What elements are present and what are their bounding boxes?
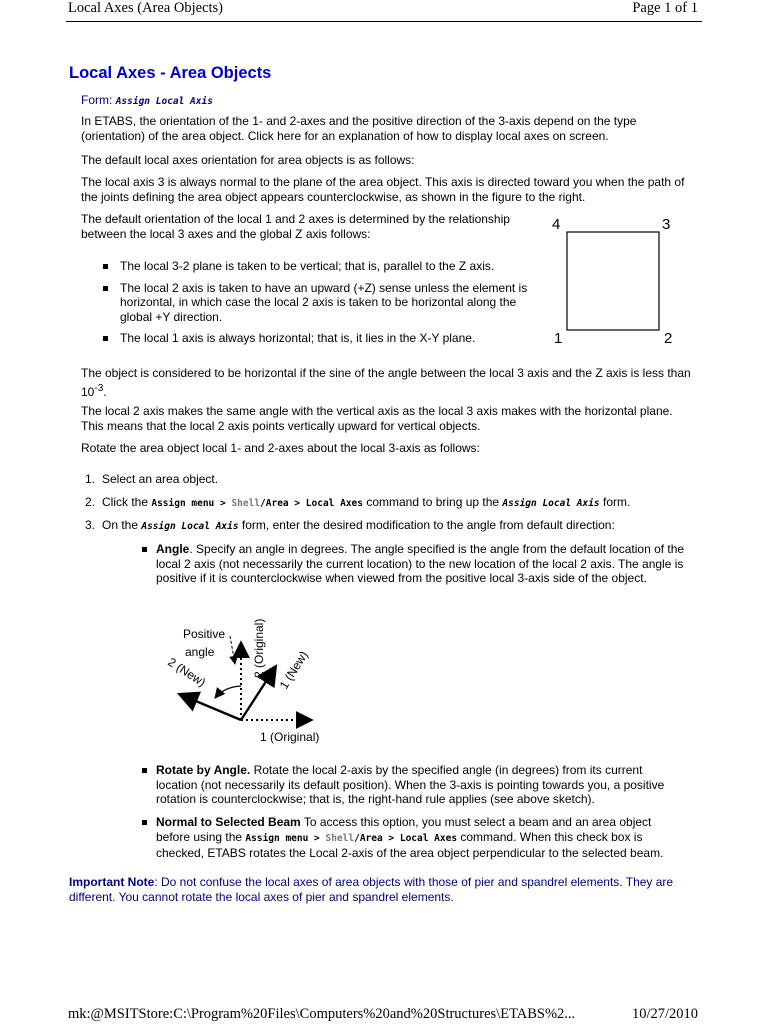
corner-label-2: 2 <box>664 330 673 347</box>
local-axis-3-paragraph: The local axis 3 is always normal to the plane of the area object. This axis is directed toward you when the path of the joints defining the area object appears counterclockwise, as shown in the figure to the right. <box>81 175 685 204</box>
local-axes-relationship-paragraph: The default orientation of the local 1 and 2 axes is determined by the relationship between the local 3 axes and the global Z axis follows: <box>81 212 510 241</box>
page-title: Local Axes - Area Objects <box>69 64 272 82</box>
bullet-icon <box>103 264 108 269</box>
menu-path-assign: Assign menu > <box>151 498 232 509</box>
bullet-icon <box>142 547 147 552</box>
form-line <box>81 93 213 107</box>
important-note: Important Note: Do not confuse the local axes of area objects with those of pier and spandrel elements. They are different. You cannot rotate the local axes of pier and spandrel elements. <box>69 875 674 904</box>
angle-figure <box>160 612 335 750</box>
corner-label-3: 3 <box>662 216 671 233</box>
page-header <box>68 0 698 22</box>
bullet-icon <box>142 820 147 825</box>
intro-paragraph: In ETABS, the orientation of the 1- and 2-axes and the positive direction of the 3-axis depend on the type (orientation) of the area object. Click here for an explanation of how to display local axes on screen. <box>81 114 637 143</box>
header-divider <box>66 21 702 22</box>
header-title: Local Axes (Area Objects) <box>68 0 224 16</box>
local-2-axis-paragraph: The local 2 axis makes the same angle with the vertical axis as the local 3 axis makes with the horizontal plane. This means that the local 2 axis points vertically upward for vertical objects. <box>81 404 673 433</box>
footer-date: 10/27/2010 <box>631 1006 698 1022</box>
menu-path-assign: Assign menu > <box>245 832 326 844</box>
option-normal-name: Normal to Selected Beam <box>156 815 301 829</box>
axis-1-new-label: 1 (New) <box>276 648 311 692</box>
menu-path-shell: Shell <box>325 832 355 844</box>
option-angle: Angle. Specify an angle in degrees. The angle specified is the angle from the default location of the local 2 axis (not necessarily the current location) to the new location of the local 2 axis. The angle is positive if it is counterclockwise when viewed from the positive local 3-axis side of the object. <box>142 542 687 586</box>
default-orientation-paragraph: The default local axes orientation for area objects is as follows: <box>81 153 415 167</box>
angle-label: angle <box>185 645 215 659</box>
axis-1-original-label: 1 (Original) <box>260 730 320 744</box>
menu-path-shell: Shell <box>231 498 261 509</box>
bullet-icon <box>103 336 108 341</box>
menu-path-area-local-axes: /Area > Local Axes <box>260 498 363 509</box>
menu-path-area-local-axes: /Area > Local Axes <box>354 832 458 844</box>
area-object-rectangle <box>567 232 659 330</box>
important-note-label: Important Note <box>69 875 155 889</box>
positive-label: Positive <box>183 627 226 641</box>
list-item: The local 3-2 plane is taken to be vertical; that is, parallel to the Z axis. <box>103 259 543 274</box>
bullet-icon <box>142 768 147 773</box>
horizontal-definition-paragraph: The object is considered to be horizontal if the sine of the angle between the local 3 axis and the Z axis is less than $10^{-3}$. <box>81 366 691 399</box>
angle-pointer <box>230 636 235 664</box>
form-name: Assign Local Axis <box>502 498 600 509</box>
option-rotate-by-angle: Rotate by Angle. Rotate the local 2-axis by the specified angle (in degrees) from its current location (not necessarily its default position). When the 3-axis is pointing towards you, a positive rotation is counterclockwise; that is, the right-hand rule applies (see above sketch). <box>142 763 687 807</box>
exponent: -3 <box>94 383 104 394</box>
option-rotate-name: Rotate by Angle. <box>156 763 251 777</box>
option-angle-name: Angle <box>156 542 190 556</box>
default-orientation-list <box>103 259 543 346</box>
form-link[interactable]: Assign Local Axis <box>115 96 213 107</box>
bullet-icon <box>103 286 108 291</box>
option-normal-to-beam: Normal to Selected Beam To access this option, you must select a beam and an area object before using the Assign menu > Shell/Area > Local Axes command. When this check box is checked, ETABS rotates the Local 2-axis of the area object perpendicular to the selected beam. <box>142 815 687 861</box>
axis-2-original-label: 2 (Original) <box>252 618 266 678</box>
list-item: The local 1 axis is always horizontal; that is, it lies in the X-Y plane. <box>103 331 543 346</box>
list-item: The local 2 axis is taken to have an upward (+Z) sense unless the element is horizontal, in which case the local 2 axis is taken to be horizontal along the global +Y direction. <box>103 281 543 325</box>
form-name: Assign Local Axis <box>141 521 239 532</box>
form-label: Form: <box>81 93 113 107</box>
axis-2-new-label: 2 (New) <box>165 654 209 690</box>
corner-label-4: 4 <box>552 216 561 233</box>
axis-2-new-arrow <box>179 694 241 720</box>
header-page-number: Page 1 of 1 <box>632 0 698 16</box>
area-corner-figure <box>545 212 685 347</box>
footer-source-path: mk:@MSITStore:C:\Program%20Files\Computers%20and%20Structures\ETABS%2... <box>68 1006 576 1022</box>
corner-label-1: 1 <box>554 330 563 347</box>
rotate-intro-paragraph: Rotate the area object local 1- and 2-axes about the local 3-axis as follows: <box>81 441 480 455</box>
positive-angle-arc <box>215 686 241 698</box>
